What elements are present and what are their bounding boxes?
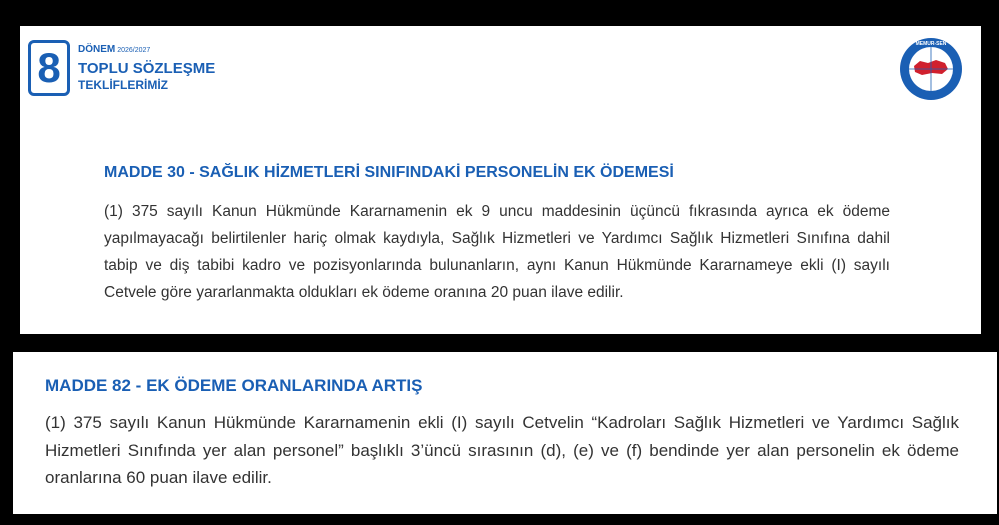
bottom-document-panel bbox=[13, 352, 997, 514]
top-document-panel bbox=[20, 26, 981, 334]
logo-donem-label: DÖNEM bbox=[78, 44, 116, 55]
logo-number: 8 bbox=[28, 40, 70, 96]
logo-title-line2: TEKLİFLERİMİZ bbox=[78, 78, 168, 92]
article-30-heading: MADDE 30 - SAĞLIK HİZMETLERİ SINIFINDAKİ PERSONELİN EK ÖDEMESİ bbox=[104, 164, 674, 181]
logo-title-line1: TOPLU SÖZLEŞME bbox=[78, 60, 216, 77]
memur-sen-seal-icon bbox=[898, 36, 964, 102]
svg-text:MEMUR-SEN: MEMUR-SEN bbox=[915, 41, 947, 47]
article-30-paragraph: (1) 375 sayılı Kanun Hükmünde Kararnamenin ek 9 uncu maddesinin üçüncü fıkrasında ayrıca ek ödeme yapılmayacağı belirtilenler hariç olmak kaydıyla, Sağlık Hizmetleri ve Yardımcı Sağlık Hizmetleri Sınıfına dahil tabip ve diş tabibi kadro ve pozisyonlarında bulunanların, aynı Kanun Hükmünde Kararnameye ekli (I) sayılı Cetvele göre yararlanmakta oldukları ek ödeme oranına 20 puan ilave edilir. bbox=[104, 203, 890, 301]
article-82-paragraph: (1) 375 sayılı Kanun Hükmünde Kararnamenin ekli (I) sayılı Cetvelin “Kadroları Sağlık Hizmetleri ve Yardımcı Sağlık Hizmetleri Sınıfında yer alan personel” başlıklı 3’üncü sırasının (d), (e) ve (f) bendinde yer alan personelin ek ödeme oranlarına 60 puan ilave edilir. bbox=[45, 413, 959, 487]
toplu-sozlesme-logo bbox=[28, 40, 228, 100]
logo-years: 2026/2027 bbox=[117, 47, 151, 54]
logo-donem bbox=[78, 44, 150, 55]
article-82-heading: MADDE 82 - EK ÖDEME ORANLARINDA ARTIŞ bbox=[45, 376, 423, 395]
